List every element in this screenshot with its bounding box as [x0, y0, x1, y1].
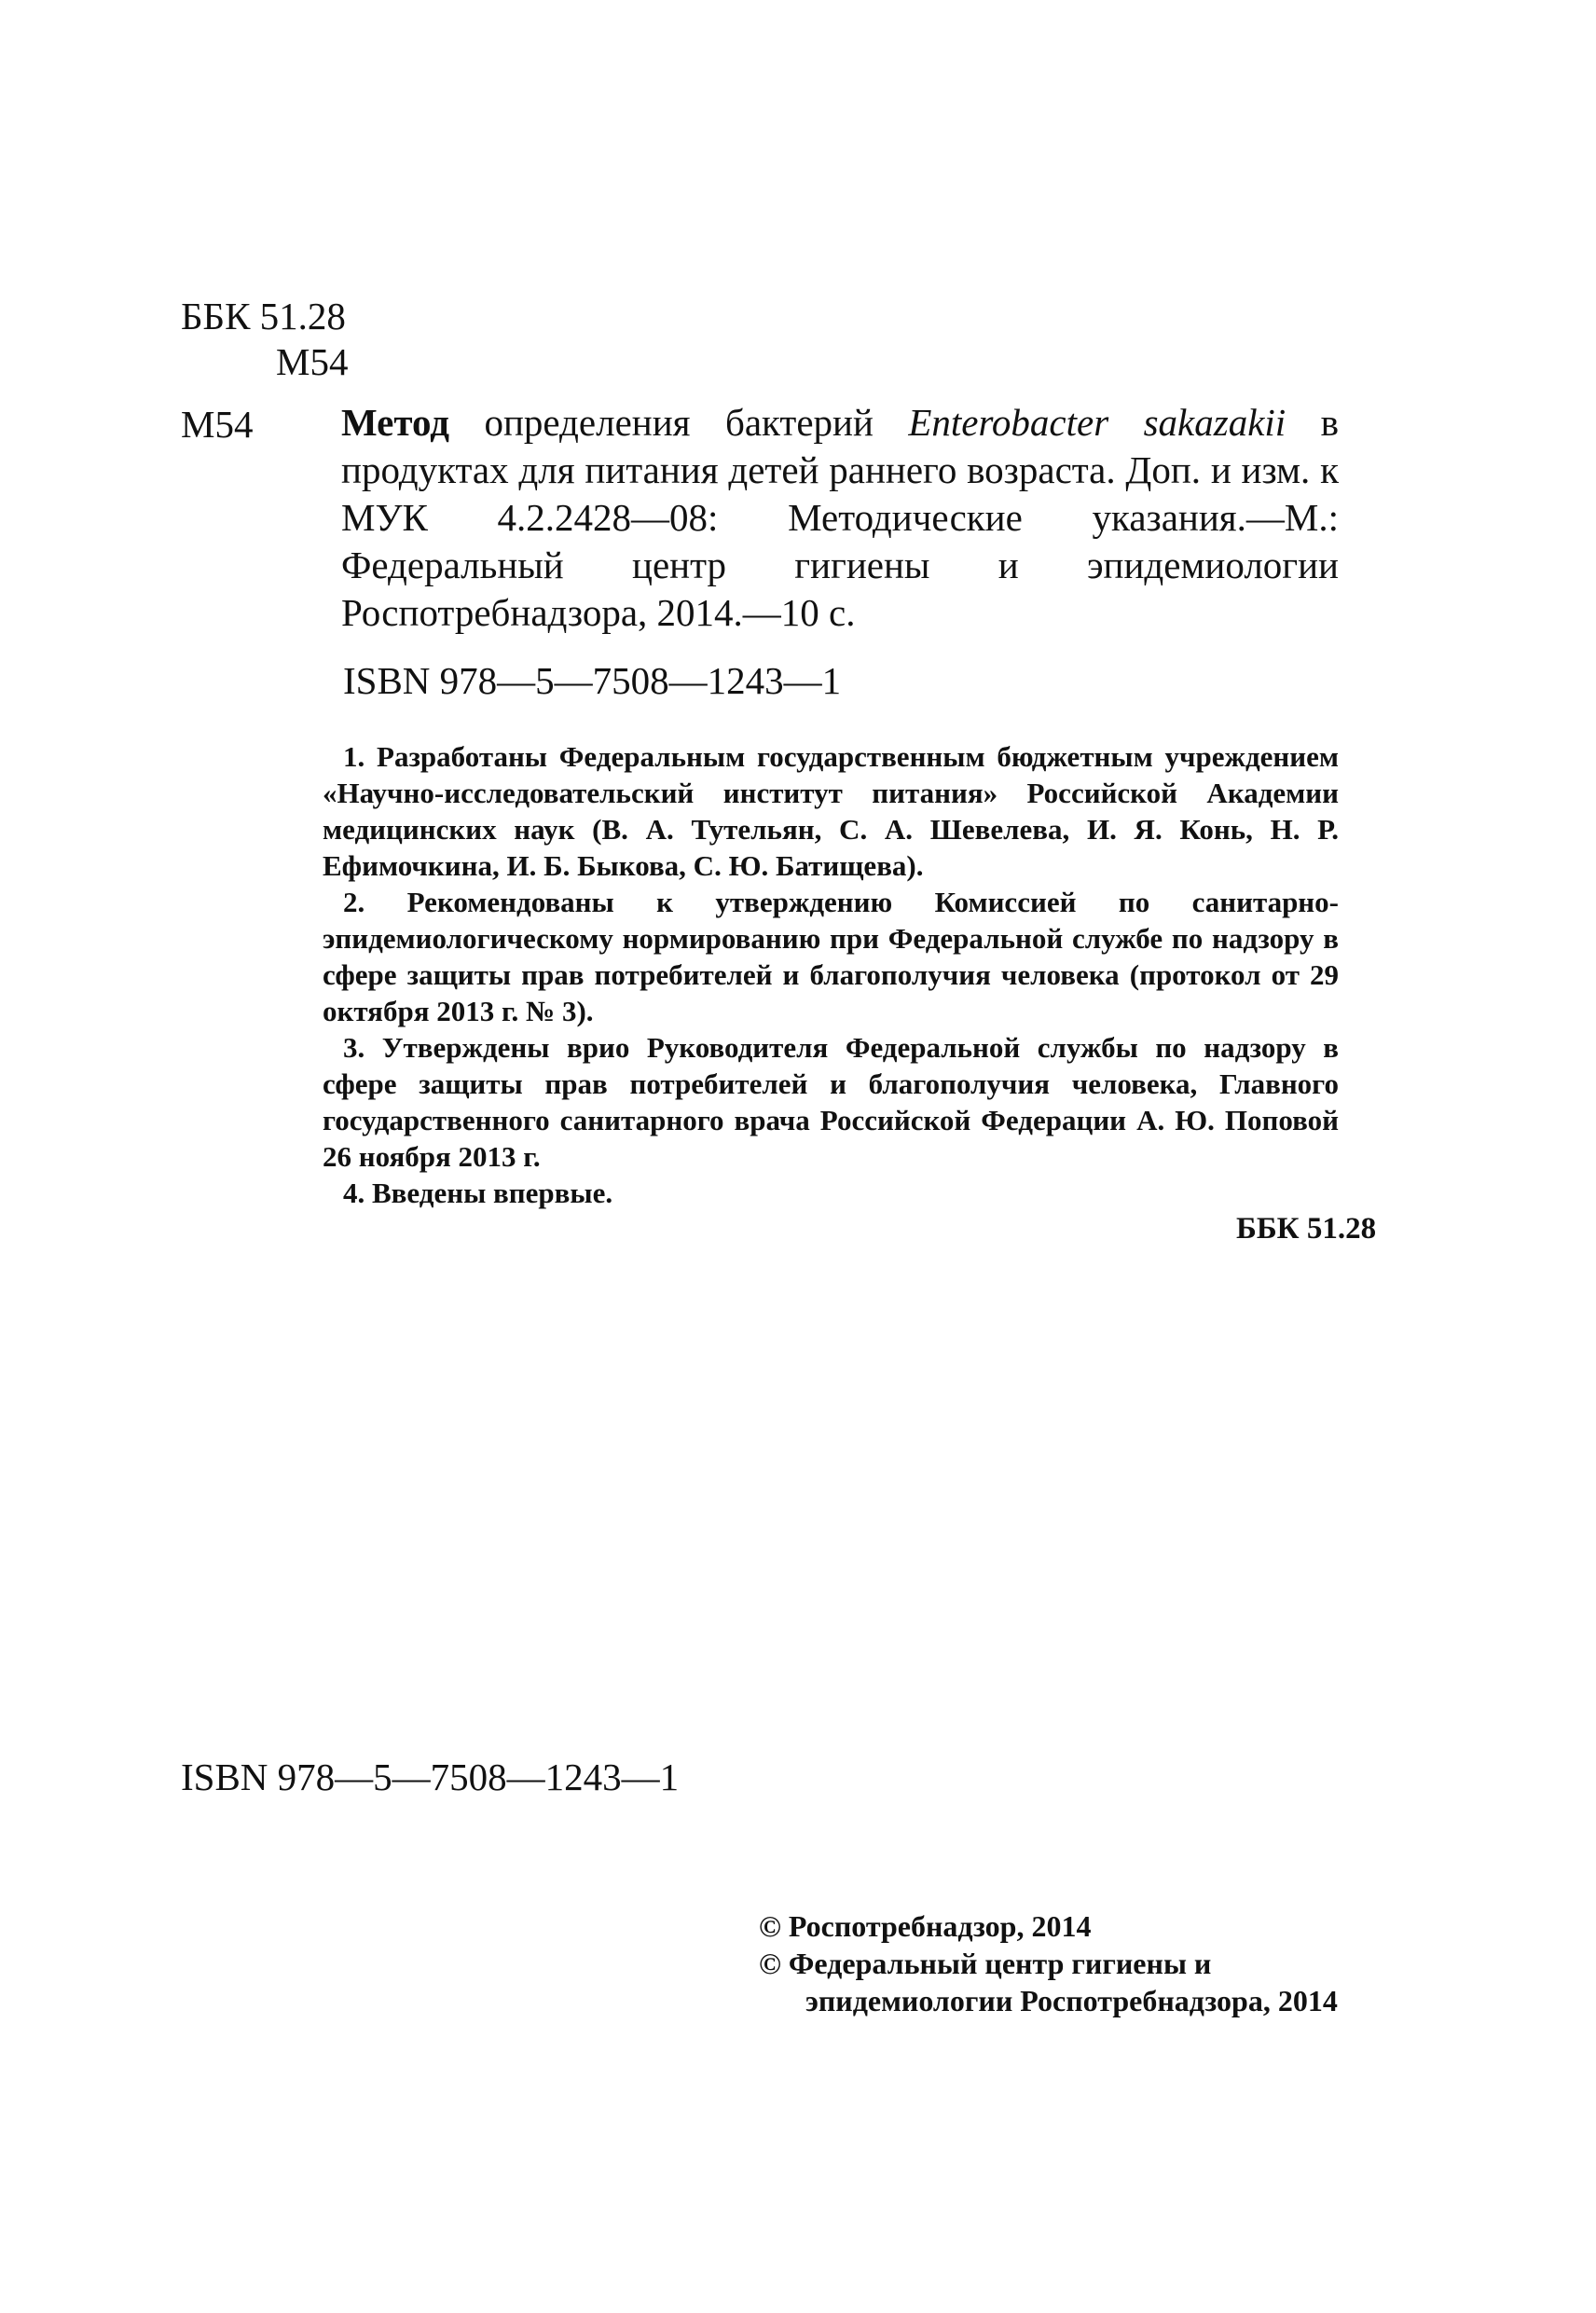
note-1: 1. Разработаны Федеральным государственным бюджетным учреждением «Научно-исследовательский институт питания» Российской Академии медицинских наук (В. А. Тутельян, С. А. Шевелева, И. Я. Конь, Н. Р. Ефимочкина, И. Б. Быкова, С. Ю. Батищева).: [323, 740, 1339, 882]
note-3: 3. Утверждены врио Руководителя Федеральной службы по надзору в сфере защиты прав потребителей и благополучия человека, Главного государственного санитарного врача Российской Федерации А. Ю. Поповой 26 ноября 2013 г.: [323, 1031, 1339, 1173]
copyright-line-3: эпидемиологии Роспотребнадзора, 2014: [805, 1984, 1338, 2017]
bib-lead-word: Метод: [341, 401, 450, 444]
bib-organism: Enterobacter sakazakii: [908, 401, 1286, 444]
isbn-mid: ISBN 978—5—7508—1243—1: [343, 659, 842, 702]
author-mark-left: М54: [181, 403, 254, 446]
copyright-block: [759, 1907, 1430, 2019]
isbn-bottom: ISBN 978—5—7508—1243—1: [181, 1755, 680, 1798]
bib-text-2: в продуктах для питания детей раннего возраста. Доп. и изм. к МУК 4.2.2428—08: Методические указания.—М.: Федеральный центр гигиены и эпидемиологии Роспотребнадзора, 2014.—10 с.: [341, 401, 1339, 634]
publication-notes: [323, 738, 1339, 1211]
bbk-code: ББК 51.28: [181, 295, 346, 337]
note-4: 4. Введены впервые.: [343, 1177, 613, 1209]
bbk-code-right: ББК 51.28: [1236, 1212, 1377, 1246]
bib-text-1: определения бактерий: [449, 401, 909, 444]
note-2: 2. Рекомендованы к утверждению Комиссией по санитарно-эпидемиологическому нормированию при Федеральной службе по надзору в сфере защиты прав потребителей и благополучия человека (протокол от 29 октября 2013 г. № 3).: [323, 886, 1339, 1027]
copyright-line-1: © Роспотребнадзор, 2014: [759, 1909, 1092, 1943]
copyright-line-2: © Федеральный центр гигиены и: [759, 1947, 1212, 1980]
bibliographic-description: [341, 399, 1339, 637]
author-mark: М54: [276, 340, 349, 383]
